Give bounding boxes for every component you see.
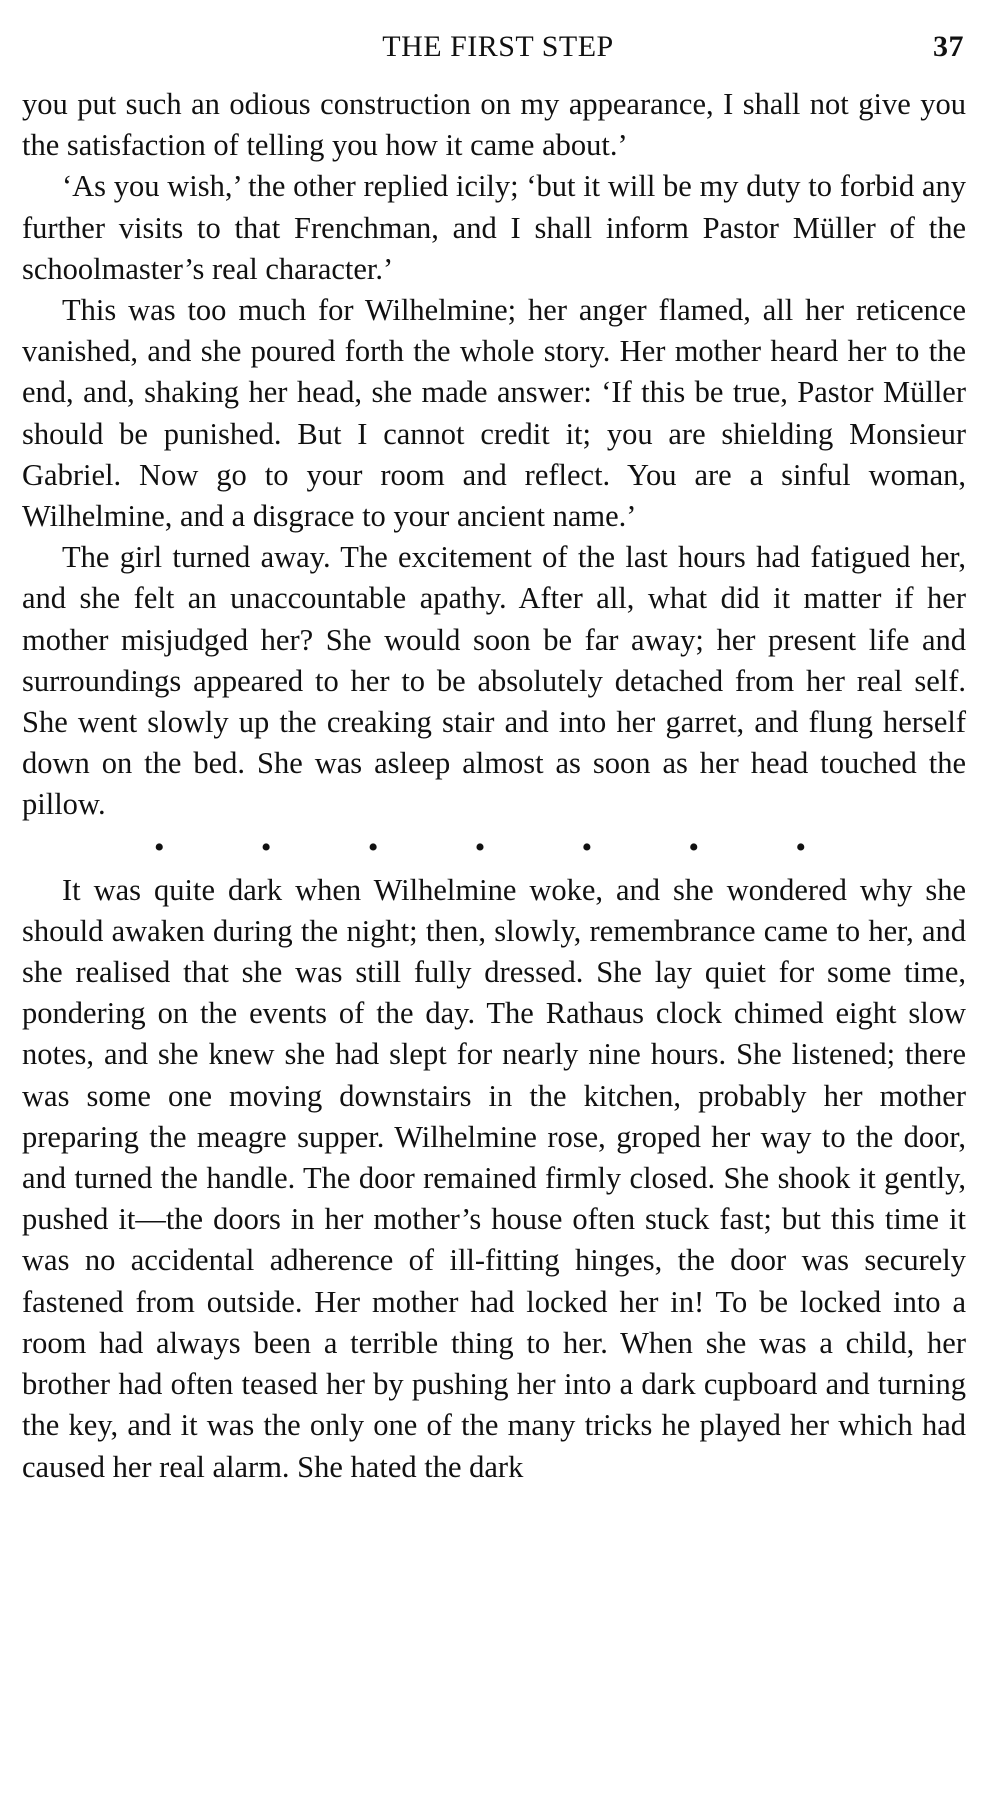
section-break-dot: • xyxy=(581,830,593,864)
chapter-title: THE FIRST STEP xyxy=(382,30,614,63)
book-page xyxy=(22,22,966,1488)
paragraph: The girl turned away. The excitement of the last hours had fatigued her, and she felt an unaccountable apathy. After all, what did it matter if her mother misjudged her? She would soon be far away; her present life and surroundings appeared to her to be absolutely detached from her real self. She went slowly up the creaking stair and into her garret, and flung herself down on the bed. She was asleep almost as soon as her head touched the pillow. xyxy=(22,540,966,822)
paragraph: It was quite dark when Wilhelmine woke, and she wondered why she should awaken during the night; then, slowly, remembrance came to her, and she realised that she was still fully dressed. She lay quiet for some time, pondering on the events of the day. The Rathaus clock chimed eight slow notes, and she knew she had slept for nearly nine hours. She listened; there was some one moving downstairs in the kitchen, probably her mother preparing the meagre supper. Wilhelmine rose, groped her way to the door, and turned the handle. The door remained firmly closed. She shook it gently, pushed it—the doors in her mother’s house often stuck fast; but this time it was no accidental adherence of ill-fitting hinges, the door was securely fastened from outside. Her mother had locked her in! To be locked into a room had always been a terrible thing to her. When she was a child, her brother had often teased her by pushing her into a dark cupboard and turning the key, and it was the only one of the many tricks he played her which had caused her real alarm. She hated the dark xyxy=(22,872,966,1484)
body-text xyxy=(22,84,966,1488)
section-break-dot: • xyxy=(688,830,700,864)
section-break-dot: • xyxy=(367,830,379,864)
section-break-dot: • xyxy=(154,830,165,864)
section-break xyxy=(22,826,966,870)
paragraph: This was too much for Wilhelmine; her anger flamed, all her reticence vanished, and she poured forth the whole story. Her mother heard her to the end, and, shaking her head, she made answer: ‘If this be true, Pastor Müller should be punished. But I cannot credit it; you are shielding Monsieur Gabriel. Now go to your room and reflect. You are a sinful woman, Wilhelmine, and a disgrace to your ancient name.’ xyxy=(22,293,966,534)
section-break-dot: • xyxy=(260,830,272,864)
section-break-dot: • xyxy=(795,830,806,864)
running-header xyxy=(22,22,966,72)
section-break-dot: • xyxy=(474,830,486,864)
paragraph-continuation: you put such an odious construction on my appearance, I shall not give you the satisfaction of telling you how it came about.’ xyxy=(22,87,966,163)
page-number: 37 xyxy=(933,30,964,63)
paragraph: ‘As you wish,’ the other replied icily; ‘but it will be my duty to forbid any further visits to that Frenchman, and I shall inform Pastor Müller of the schoolmaster’s real character.’ xyxy=(22,169,966,286)
